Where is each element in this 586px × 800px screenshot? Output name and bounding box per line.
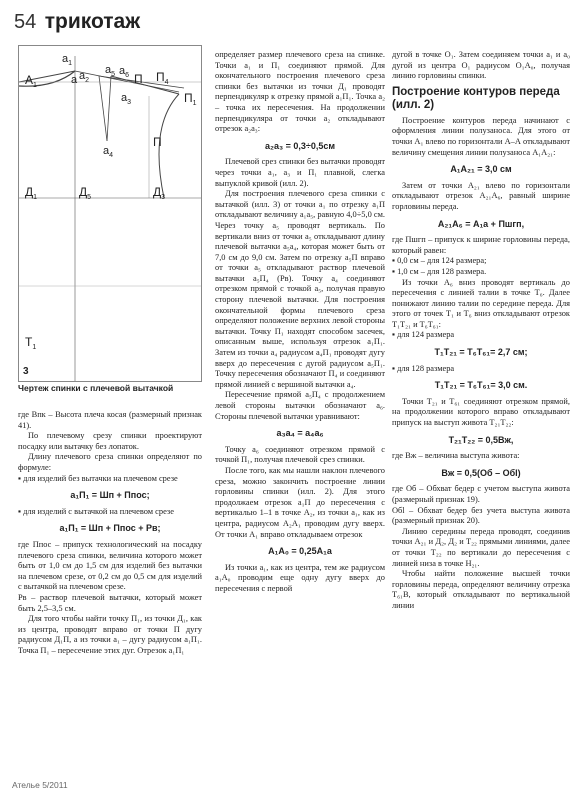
paragraph: Рв – раствор плечевой вытачки, который может быть 2,5–3,5 см. (18, 592, 202, 613)
label-P: П (134, 72, 143, 86)
paragraph: где Ппос – припуск технологический на посадку плечевого среза спинки, величина которого может быть от 1,0 см до 1,5 см для изделий без вытачки на плечевом срезе, от 0,2 см до 0,5 см для изделий с вытачкой на плечевом срезе. (18, 539, 202, 592)
paragraph: Затем от точки А₂₁ влево по горизонтали откладывают отрезок А₂₁А₆, равный ширине горловины переда. (392, 180, 570, 211)
bullet: ▪ 1,0 см – для 128 размера. (392, 266, 487, 276)
figure-drawing (18, 45, 202, 382)
section-heading: Построение контуров переда (илл. 2) (392, 85, 560, 111)
formula: А₁А₀ = 0,25А₁а (268, 546, 332, 557)
label-D5: $Д_5$ (79, 185, 92, 201)
text-column-1 (18, 410, 202, 656)
paragraph: Из точки А₆ вниз проводят вертикаль до пересечения с линией талии в точке Т₆. Далее понижают линию талии по середине переда. Для этого от точек Т₁ и Т₆ вниз откладывают отрезок Т₁Т₂₁ и Т₆Т₆₁: (392, 277, 570, 329)
paragraph: Для построения плечевого среза спинки с вытачкой (илл. 3) от точки а₁ по отрезку а₁П откладывают величину а₁а₅, равную 4,0÷5,0 см. Через точку а₅ проводят вертикаль. По вертикали вниз от точки а₅ откладывают длину плечевой вытачки а₅а₄, которая может быть от 7,0 см до 9,0 см. Затем по отрезку а₅П вправо от точки а₅ откладывают раствор плечевой вытачки а₅П₄ (Рв). Точку а₄ соединяют отрезком прямой с точкой а₅, получая правую сторону плечевой вытачки. Для построения окончательной формы плечевого среза определяют положение верхних левой стороны вытачки. Точку П₁ находят способом засечек, описанным выше, используя отрезок а₁П₁. Затем из точки а₄ радиусом а₄П₁ проводят дугу вверх до пересечения с дугой радиусом а₅П₁. Точку пересечения обозначают П₄ и соединяют прямой линией с вершиной вытачки а₄. (215, 189, 385, 389)
page-footer: Ателье 5/2011 (12, 780, 68, 790)
bullet: ▪ для 128 размера (392, 363, 455, 373)
paragraph: Из точки а₁, как из центра, тем же радиусом а₁А₀ проводим еще одну дугу вверх до пересечения с первой (215, 562, 385, 593)
page-header (14, 10, 140, 40)
section-title: трикотаж (44, 10, 141, 33)
formula: Т₂₁Т₂₂ = 0,5Вж, (448, 434, 514, 445)
paragraph: Пересечение прямой а₅П₄ с продолжением левой стороны вытачки обозначают а₆. Стороны плечевой вытачки уравнивают: (215, 390, 385, 421)
formula: А₁А₂₁ = 3,0 см (450, 164, 512, 175)
paragraph: Чтобы найти положение высшей точки горловины переда, определяют величину отрезка Т₆₁В, который откладывают по вертикальной линии (392, 569, 570, 610)
bullet: ▪ для 124 размера (392, 330, 455, 340)
formula: Т₁Т₂₁ = Т₆Т₆₁= 3,0 см. (434, 380, 528, 391)
label-a: а (71, 74, 78, 86)
formula: а₃а₄ = а₄а₆ (276, 428, 324, 439)
formula: а₁П₁ = Шп + Ппос + Рв; (59, 523, 161, 534)
bullet: ▪ для изделий с вытачкой на плечевом срезе (18, 506, 174, 516)
label-a2: $а_2$ (79, 70, 90, 84)
paragraph: где Вж – величина выступа живота: (392, 451, 520, 461)
label-a6: $а_6$ (119, 65, 130, 79)
bullet: ▪ 0,0 см – для 124 размера; (392, 256, 487, 266)
pattern-drawing (19, 46, 201, 381)
label-P4: $П_4$ (156, 70, 169, 86)
label-A1: $А_1$ (25, 73, 37, 89)
label-a1: $а_1$ (62, 53, 73, 67)
paragraph: где Пшгп – припуск к ширине горловины переда, который равен: (392, 235, 570, 255)
paragraph: дугой в точке О₁. Затем соединяем точки а₁ и а₀ дугой из центра О₁ радиусом О₁А₀, получая линию горловины спинки. (392, 50, 570, 81)
label-D3: $Д_3$ (153, 185, 166, 201)
figure-caption: Чертеж спинки с плечевой вытачкой (18, 383, 174, 393)
figure-number-text: 3 (23, 366, 29, 377)
paragraph: Точки Т₂₁ и Т₆₁ соединяют отрезком прямой, на продолжении которого вправо откладывают припуск на выступ живота Т₂₁Т₂₂: (392, 396, 570, 428)
paragraph: Линию середины переда проводят, соединив точки А₂₁ и Д₂, Д₂ и Т₂₂ прямыми линиями, далее от точки Т₂₂ по вертикали до пересечения с линией низа в точке Н₂₁. (392, 526, 570, 568)
text-column-2 (215, 50, 385, 595)
paragraph: Плечевой срез спинки без вытачки проводят через точки а₁, а₃ и П₁ плавной, слегка выпуклой кривой (илл. 2). (215, 157, 385, 188)
label-P1: $П_1$ (184, 91, 197, 107)
formula: Вж = 0,5(Об – Обl) (441, 467, 521, 478)
label-a5: $а_5$ (105, 64, 116, 78)
label-P-lower: П (153, 135, 162, 149)
label-a4: $а_4$ (103, 145, 114, 159)
formula: а₂а₃ = 0,3÷0,5см (264, 140, 336, 151)
bullet: ▪ для изделий без вытачки на плечевом срезе (18, 473, 178, 483)
paragraph: Обl – Обхват бедер без учета выступа живота (размерный признак 20). (392, 505, 570, 526)
label-a3: $а_3$ (121, 92, 132, 106)
paragraph: После того, как мы нашли наклон плечевого среза, можно закончить построение линии горловины спинки (илл. 2). Для этого продолжаем отрезок а₁П до пересечения с вертикалью 1–1 в точке А₂, из точки а₁, как из центра, радиусом А₂А₁ проводим дугу вверх. От точки А₁ вправо откладываем отрезок (215, 465, 385, 539)
paragraph: где Об – Обхват бедер с учетом выступа живота (размерный признак 19). (392, 484, 570, 504)
paragraph: определяет размер плечевого среза на спинке. Точки а₁ и П₁ соединяют прямой. Для окончательного построения плечевого среза спинки без вытачки из точки Д₁ проводят перпендикуляр к отрезку прямой а₁П₁. Точка а₂ – точка их пересечения. На продолжении перпендикуляра от точки а₂ откладывают отрезок а₂а₃: (215, 50, 385, 134)
paragraph: Точку а₆ соединяют отрезком прямой с точкой П₁, получая плечевой срез спинки. (215, 444, 385, 465)
paragraph: По плечевому срезу спинки проектируют посадку или вытачку без лопаток. (18, 431, 202, 451)
paragraph: Длину плечевого среза спинки определяют по формуле: (18, 452, 202, 472)
text-column-3 (392, 50, 570, 612)
formula: Т₁Т₂₁ = Т₆Т₆₁= 2,7 см; (434, 347, 528, 358)
formula: а₁П₁ = Шп + Ппос; (70, 490, 150, 501)
page-number: 54 (14, 11, 37, 33)
label-T1: $Т_1$ (25, 335, 37, 351)
label-D1: $Д_1$ (25, 185, 38, 201)
paragraph: Построение контуров переда начинают с оформления линии полузаноса. Для этого от точки А₁ влево по горизонтали А–А откладывают величину смещения линии полузаноса А₁А₂₁: (392, 115, 570, 157)
paragraph: где Впк – Высота плеча косая (размерный признак 41). (18, 410, 202, 430)
paragraph: Для того чтобы найти точку П₁, из точки Д₁, как из центра, проводят вправо от точки П дугу радиусом Д₁П, а из точки а₁ – дугу радиусом а₁П₁. Точка П₁ – пересечение этих дуг. Отрезок а₁П₁ (18, 614, 202, 655)
formula: А₂₁А₆ = А₁а + Пшгп, (437, 218, 525, 229)
